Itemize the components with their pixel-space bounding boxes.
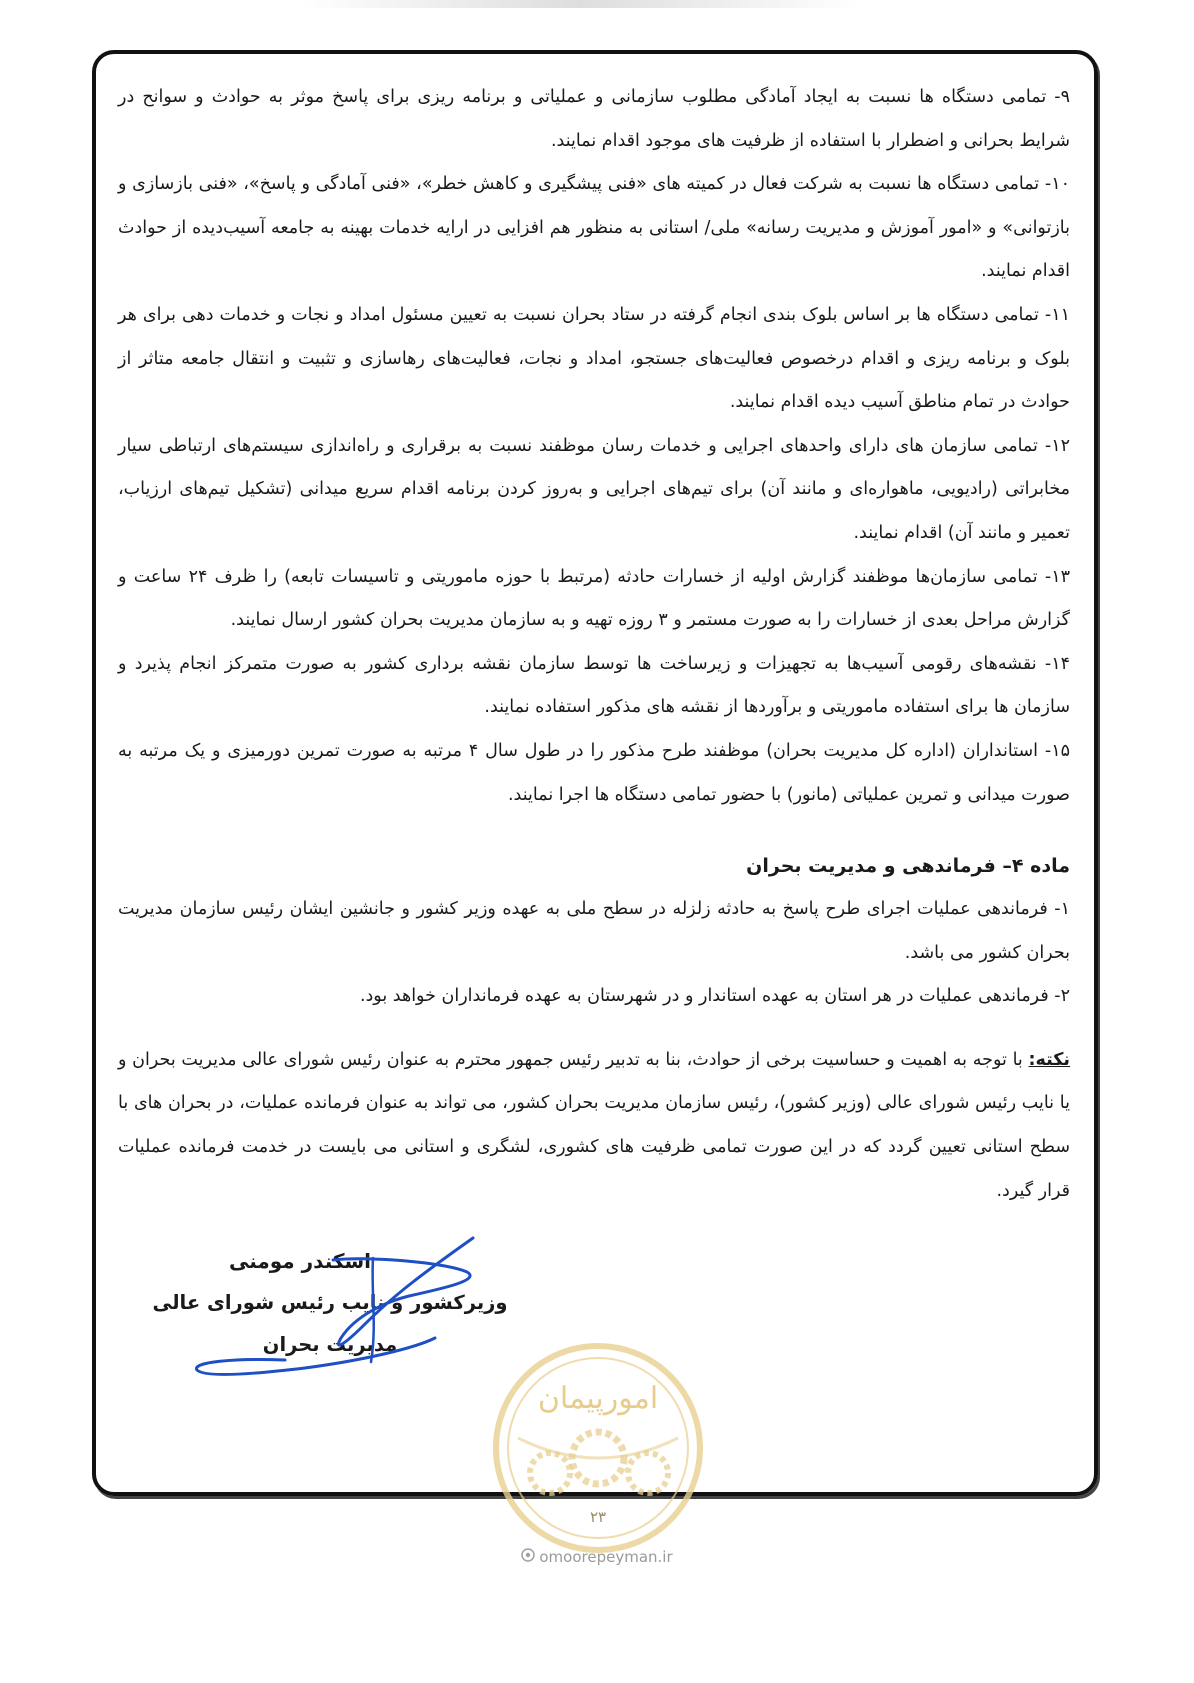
paragraph-item-9: ۹- تمامی دستگاه ها نسبت به ایجاد آمادگی مطلوب سازمانی و عملیاتی و برنامه ریزی برای پاسخ موثر به حوادث و سوانح در شرایط بحرانی و اضطرار با استفاده از ظرفیت های موجود اقدام نمایند. (118, 87, 1070, 151)
watermark-logo-icon (521, 1548, 535, 1566)
paragraph-item-13: ۱۳- تمامی سازمان‌ها موظفند گزارش اولیه از خسارات حادثه (مرتبط با حوزه ماموریتی و تاسیسات تابعه) را ظرف ۲۴ ساعت و گزارش مراحل بعدی از خسارات را به صورت مستمر و ۳ روزه تهیه و به سازمان مدیریت بحران کشور ارسال نمایند. (118, 566, 1070, 631)
document-body (118, 76, 1070, 1213)
paragraph-item-15: ۱۵- استانداران (اداره کل مدیریت بحران) موظفند طرح مذکور را در طول سال ۴ مرتبه به صورت تمرین دورمیزی و یک مرتبه به صورت میدانی و تمرین عملیاتی (مانور) با حضور تمامی دستگاه ها اجرا نمایند. (118, 740, 1070, 805)
stamp-lettering: امورپیمان (537, 1381, 659, 1416)
note-label: نکته: (1028, 1049, 1070, 1070)
signer-title: وزیرکشور و نایب رئیس شورای عالی مدیریت بحران (152, 1291, 508, 1356)
note-text: با توجه به اهمیت و حساسیت برخی از حوادث، بنا به تدبیر رئیس جمهور محترم به عنوان رئیس شورای عالی مدیریت بحران و یا نایب رئیس شورای عالی (وزیر کشور)، رئیس سازمان مدیریت بحران کشور، می تواند به عنوان فرمانده عملیات، در بحران های با سطح استانی تعیین گردد که در این صورت تمامی ظرفیت های کشوری، لشگری و استانی می بایست در خدمت فرمانده عملیات قرار گیرد. (118, 1049, 1070, 1201)
paragraph-item-11: ۱۱- تمامی دستگاه ها بر اساس بلوک بندی انجام گرفته در ستاد بحران نسبت به تعیین مسئول امداد و نجات و خدمات دهی برای هر بلوک و برنامه ریزی و اقدام درخصوص فعالیت‌های جستجو، امداد و نجات، فعالیت‌های رهاسازی و تثبیت و انتقال جامعه متاثر از حوادث در تمام مناطق آسیب دیده اقدام نمایند. (118, 304, 1070, 413)
page-number: ۲۳ (589, 1508, 607, 1526)
signer-name: اسکندر مومنی (228, 1249, 372, 1273)
paragraph-item-10: ۱۰- تمامی دستگاه ها نسبت به شرکت فعال در کمیته های «فنی پیشگیری و کاهش خطر»، «فنی آمادگی و پاسخ»، «فنی بازسازی و بازتوانی» و «امور آموزش و مدیریت رسانه» ملی/ استانی به منظور هم افزایی در ارایه خدمات بهینه به جامعه آسیب‌دیده از حوادث اقدام نمایند. (118, 174, 1070, 282)
article-paragraph-1: ۱- فرماندهی عملیات اجرای طرح پاسخ به حادثه زلزله در سطح ملی به عهده وزیر کشور و جانشین ایشان رئیس سازمان مدیریت بحران کشور می باشد. (118, 899, 1070, 963)
article-paragraph-2: ۲- فرماندهی عملیات در هر استان به عهده استاندار و در شهرستان به عهده فرمانداران خواهد بود. (359, 986, 1070, 1007)
paragraph-item-14: ۱۴- نقشه‌های رقومی آسیب‌ها به تجهیزات و زیرساخت ها توسط سازمان نقشه برداری کشور به صورت متمرکز انجام پذیرد و سازمان ها برای استفاده ماموریتی و برآوردها از نقشه های مذکور استفاده نمایند. (118, 653, 1070, 718)
note-paragraph (118, 1039, 1070, 1213)
site-watermark (0, 1548, 1194, 1566)
scan-top-mark (300, 0, 860, 8)
handwritten-signature (195, 1232, 525, 1392)
paragraph-item-12: ۱۲- تمامی سازمان های دارای واحدهای اجرایی و خدمات رسان موظفند نسبت به برقراری و راه‌اندازی سیستم‌های ارتباطی سیار مخابراتی (رادیویی، ماهواره‌ای و مانند آن) برای تیم‌های اجرایی و به‌روز کردن برنامه اقدام سریع میدانی (تشکیل تیم‌های ارزیاب، تعمیر و مانند آن) اقدام نمایند. (118, 435, 1070, 543)
watermark-text: omoorepeyman.ir (539, 1548, 673, 1566)
article-4-heading: ماده ۴– فرماندهی و مدیریت بحران (746, 855, 1070, 878)
